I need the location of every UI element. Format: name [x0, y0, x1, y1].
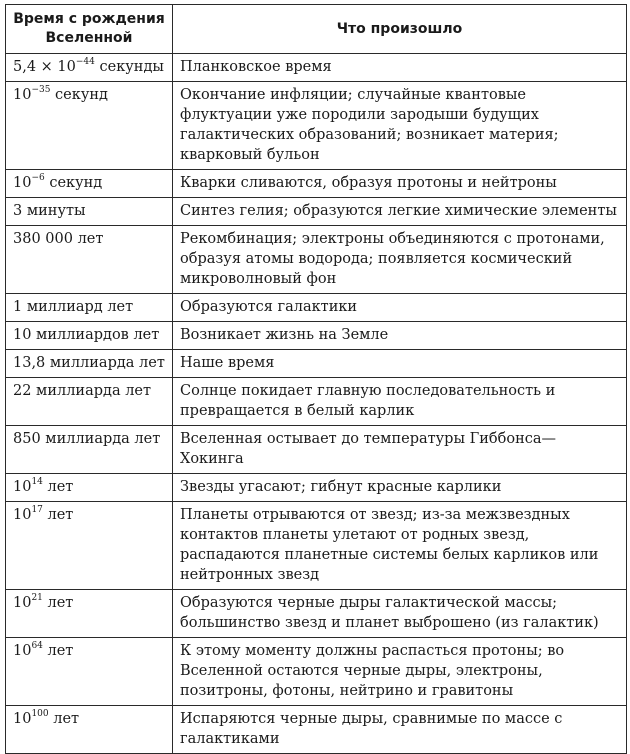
table-header-row [6, 5, 627, 54]
header-event: Что произошло [173, 5, 627, 54]
table-row [6, 226, 627, 294]
time-value: 10 [13, 175, 32, 191]
table-row [6, 638, 627, 706]
time-value: 10 [13, 595, 32, 611]
time-value: 380 000 лет [13, 231, 104, 247]
event-cell: Вселенная остывает до температуры Гиббонса—Хокинга [173, 426, 627, 474]
time-unit: лет [42, 507, 74, 523]
time-value: 3 минуты [13, 203, 86, 219]
event-cell: К этому моменту должны распасться протоны; во Вселенной остаются черные дыры, электроны, позитроны, фотоны, нейтрино и гравитоны [173, 638, 627, 706]
time-cell [6, 426, 173, 474]
time-unit: лет [48, 711, 80, 727]
time-exponent: 21 [31, 593, 43, 604]
time-unit: лет [42, 643, 74, 659]
event-cell: Рекомбинация; электроны объединяются с протонами, образуя атомы водорода; появляется космический микроволновый фон [173, 226, 627, 294]
time-value: 10 [13, 479, 32, 495]
time-exponent: −35 [31, 85, 51, 96]
table-row [6, 426, 627, 474]
time-unit: секунды [94, 59, 164, 75]
event-cell: Образуются галактики [173, 294, 627, 322]
timeline-table [5, 4, 627, 754]
time-exponent: −44 [75, 57, 95, 68]
time-exponent: 14 [31, 477, 43, 488]
time-exponent: 17 [31, 505, 43, 516]
event-cell: Планковское время [173, 54, 627, 82]
table-row [6, 706, 627, 754]
time-exponent: −6 [31, 173, 45, 184]
time-exponent: 100 [31, 709, 49, 720]
time-cell [6, 198, 173, 226]
time-value: 10 [13, 711, 32, 727]
table-row [6, 198, 627, 226]
time-cell [6, 706, 173, 754]
event-cell: Планеты отрываются от звезд; из-за межзвездных контактов планеты улетают от родных звезд, распадаются планетные системы белых карликов или нейтронных звезд [173, 502, 627, 590]
time-cell [6, 350, 173, 378]
table-body [6, 54, 627, 754]
time-unit: лет [42, 479, 74, 495]
time-unit: секунд [44, 175, 103, 191]
event-cell: Возникает жизнь на Земле [173, 322, 627, 350]
time-cell [6, 82, 173, 170]
time-cell [6, 170, 173, 198]
time-unit: секунд [50, 87, 108, 103]
event-cell: Испаряются черные дыры, сравнимые по массе с галактиками [173, 706, 627, 754]
time-value: 13,8 миллиарда лет [13, 355, 165, 371]
time-cell [6, 54, 173, 82]
event-cell: Наше время [173, 350, 627, 378]
header-time: Время с рождения Вселенной [6, 5, 173, 54]
time-cell [6, 638, 173, 706]
time-cell [6, 590, 173, 638]
table-row [6, 170, 627, 198]
table-row [6, 350, 627, 378]
table-row [6, 294, 627, 322]
table-row [6, 502, 627, 590]
event-cell: Окончание инфляции; случайные квантовые флуктуации уже породили зародыши будущих галактических образований; возникает материя; кварковый бульон [173, 82, 627, 170]
event-cell: Солнце покидает главную последовательность и превращается в белый карлик [173, 378, 627, 426]
time-value: 10 миллиардов лет [13, 327, 160, 343]
table-row [6, 82, 627, 170]
table-row [6, 474, 627, 502]
event-cell: Кварки сливаются, образуя протоны и нейтроны [173, 170, 627, 198]
event-cell: Образуются черные дыры галактической массы; большинство звезд и планет выброшено (из галактик) [173, 590, 627, 638]
time-value: 10 [13, 643, 32, 659]
time-cell [6, 378, 173, 426]
timeline-table-container [5, 4, 626, 754]
time-cell [6, 474, 173, 502]
time-value: 5,4 × 10 [13, 59, 76, 75]
time-value: 10 [13, 507, 32, 523]
table-row [6, 378, 627, 426]
time-cell [6, 226, 173, 294]
event-cell: Звезды угасают; гибнут красные карлики [173, 474, 627, 502]
time-value: 850 миллиарда лет [13, 431, 161, 447]
time-unit: лет [42, 595, 74, 611]
time-cell [6, 322, 173, 350]
time-value: 10 [13, 87, 32, 103]
table-row [6, 54, 627, 82]
table-row [6, 590, 627, 638]
table-row [6, 322, 627, 350]
time-exponent: 64 [31, 641, 43, 652]
time-value: 1 миллиард лет [13, 299, 134, 315]
time-value: 22 миллиарда лет [13, 383, 152, 399]
time-cell [6, 502, 173, 590]
time-cell [6, 294, 173, 322]
event-cell: Синтез гелия; образуются легкие химические элементы [173, 198, 627, 226]
